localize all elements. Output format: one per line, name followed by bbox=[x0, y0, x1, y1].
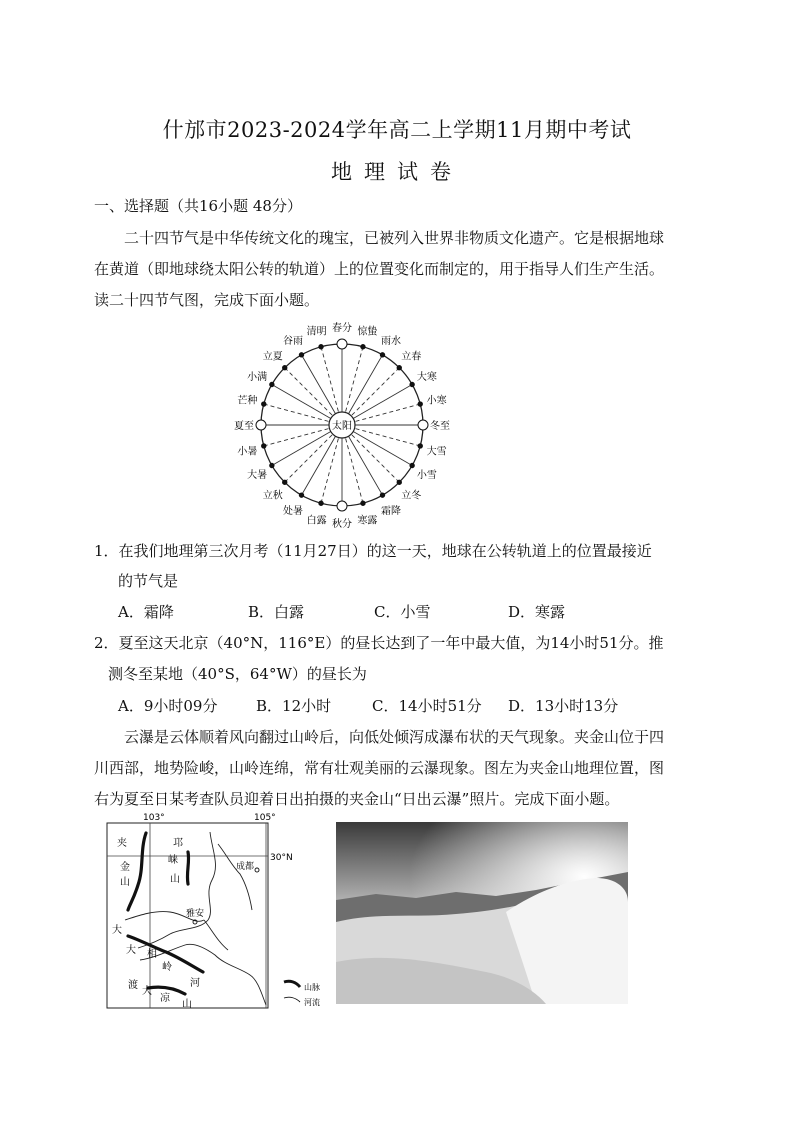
term-position-dot bbox=[380, 493, 384, 497]
label-da3: 大 bbox=[142, 986, 152, 997]
term-position-dot bbox=[380, 353, 384, 357]
term-label: 小寒 bbox=[426, 395, 447, 407]
term-position-dot bbox=[337, 339, 347, 349]
legend-mountain-symbol bbox=[284, 981, 300, 987]
term-position-dot bbox=[299, 493, 303, 497]
term-label: 大暑 bbox=[247, 470, 268, 481]
q1-stem-line2: 的节气是 bbox=[118, 572, 179, 590]
label-he: 河 bbox=[190, 978, 200, 989]
label-shan: 山 bbox=[120, 877, 130, 888]
q1-option-d: D．寒露 bbox=[508, 603, 566, 621]
passage1-line2: 在黄道（即地球绕太阳公转的轨道）上的位置变化而制定的，用于指导人们生产生活。 bbox=[94, 260, 665, 278]
q1-option-b: B．白露 bbox=[248, 603, 305, 621]
term-position-dot bbox=[270, 463, 274, 467]
term-label: 雨水 bbox=[381, 336, 401, 348]
term-position-dot bbox=[410, 463, 414, 467]
city-chengdu-label: 成都 bbox=[236, 862, 255, 872]
label-lai: 崃 bbox=[168, 855, 178, 866]
mountain-qionglai bbox=[187, 852, 188, 884]
q2-option-d: D．13小时13分 bbox=[508, 697, 619, 715]
q2-option-b: B．12小时 bbox=[256, 697, 332, 715]
label-shan2: 山 bbox=[170, 874, 180, 885]
passage2-line2: 川西部，地势险峻，山岭连绵，常有壮观美丽的云瀑现象。图左为夹金山地理位置，图 bbox=[94, 759, 665, 777]
label-da: 大 bbox=[112, 925, 122, 936]
term-position-dot bbox=[256, 420, 266, 430]
q1-option-a: A．霜降 bbox=[118, 603, 174, 621]
term-position-dot bbox=[283, 366, 287, 370]
jiajinshan-location-map bbox=[100, 810, 332, 1015]
term-position-dot bbox=[299, 353, 303, 357]
term-label: 霜降 bbox=[381, 505, 401, 517]
term-label: 立秋 bbox=[262, 490, 283, 502]
q2-option-a: A．9小时09分 bbox=[118, 697, 218, 715]
term-position-dot bbox=[361, 345, 365, 349]
term-position-dot bbox=[337, 501, 347, 511]
term-label: 惊蛰 bbox=[357, 326, 378, 338]
legend-river-symbol bbox=[284, 997, 300, 1002]
passage1-line3: 读二十四节气图，完成下面小题。 bbox=[94, 291, 320, 309]
term-position-dot bbox=[262, 402, 266, 406]
q2-stem-line1: 2．夏至这天北京（40°N，116°E）的昼长达到了一年中最大值，为14小时51分。推 bbox=[94, 634, 664, 652]
term-label: 夏至 bbox=[234, 421, 254, 432]
term-position-dot bbox=[361, 501, 365, 505]
q1-stem-line1: 1．在我们地理第三次月考（11月27日）的这一天，地球在公转轨道上的位置最接近 bbox=[94, 542, 652, 560]
section-heading: 一、选择题（共16小题 48分） bbox=[94, 197, 302, 215]
term-label: 小暑 bbox=[237, 446, 258, 458]
term-position-dot bbox=[319, 501, 323, 505]
lon-105-label: 105° bbox=[254, 813, 276, 823]
term-position-dot bbox=[418, 402, 422, 406]
term-label: 大雪 bbox=[426, 446, 447, 458]
term-label: 寒露 bbox=[357, 515, 378, 527]
term-label: 小满 bbox=[247, 372, 268, 383]
label-du: 渡 bbox=[128, 980, 138, 991]
term-label: 立春 bbox=[401, 351, 422, 363]
passage1-line1: 二十四节气是中华传统文化的瑰宝，已被列入世界非物质文化遗产。它是根据地球 bbox=[124, 229, 665, 247]
cloud-waterfall-photo bbox=[336, 822, 628, 1004]
term-label: 清明 bbox=[306, 326, 327, 338]
term-label: 立夏 bbox=[262, 351, 283, 363]
label-jia: 夹 bbox=[117, 838, 127, 849]
term-position-dot bbox=[410, 382, 414, 386]
q2-stem-line2: 测冬至某地（40°S，64°W）的昼长为 bbox=[108, 665, 367, 683]
term-position-dot bbox=[397, 366, 401, 370]
term-label: 春分 bbox=[332, 323, 352, 334]
passage2-line1: 云瀑是云体顺着风向翻过山岭后，向低处倾泻成瀑布状的天气现象。夹金山位于四 bbox=[124, 728, 665, 746]
sun-label: 太阳 bbox=[332, 421, 352, 432]
label-xiang: 相 bbox=[147, 949, 157, 960]
label-jin: 金 bbox=[120, 862, 130, 873]
term-label: 大寒 bbox=[416, 372, 437, 383]
term-label: 冬至 bbox=[430, 421, 450, 432]
label-shan3: 山 bbox=[182, 999, 192, 1010]
passage2-line3: 右为夏至日某考查队员迎着日出拍摄的夹金山“日出云瀑”照片。完成下面小题。 bbox=[94, 790, 620, 808]
lon-103-label: 103° bbox=[143, 813, 165, 823]
term-position-dot bbox=[418, 444, 422, 448]
label-qiong: 邛 bbox=[173, 838, 183, 849]
city-yaan-label: 雅安 bbox=[186, 909, 205, 919]
term-position-dot bbox=[283, 480, 287, 484]
legend-mountain-label: 山脉 bbox=[304, 983, 320, 992]
q2-option-c: C．14小时51分 bbox=[372, 697, 482, 715]
lat-30n-label: 30°N bbox=[270, 853, 293, 863]
page-subtitle: 地理试卷 bbox=[331, 160, 463, 184]
label-da2: 大 bbox=[126, 945, 136, 956]
legend-river-label: 河流 bbox=[304, 998, 320, 1007]
term-label: 处暑 bbox=[283, 505, 303, 517]
term-label: 芒种 bbox=[237, 395, 258, 407]
page-title: 什邡市2023-2024学年高二上学期11月期中考试 bbox=[162, 118, 632, 142]
term-position-dot bbox=[418, 420, 428, 430]
q1-option-c: C．小雪 bbox=[374, 603, 431, 621]
term-position-dot bbox=[319, 345, 323, 349]
term-label: 谷雨 bbox=[283, 336, 303, 348]
term-label: 立冬 bbox=[401, 490, 422, 502]
solar-terms-diagram bbox=[225, 322, 465, 532]
term-position-dot bbox=[262, 444, 266, 448]
term-position-dot bbox=[270, 382, 274, 386]
term-label: 秋分 bbox=[332, 519, 352, 530]
term-position-dot bbox=[397, 480, 401, 484]
label-ling: 岭 bbox=[162, 962, 172, 973]
term-label: 小雪 bbox=[416, 470, 437, 481]
term-label: 白露 bbox=[306, 515, 327, 527]
label-liang: 凉 bbox=[160, 993, 170, 1004]
